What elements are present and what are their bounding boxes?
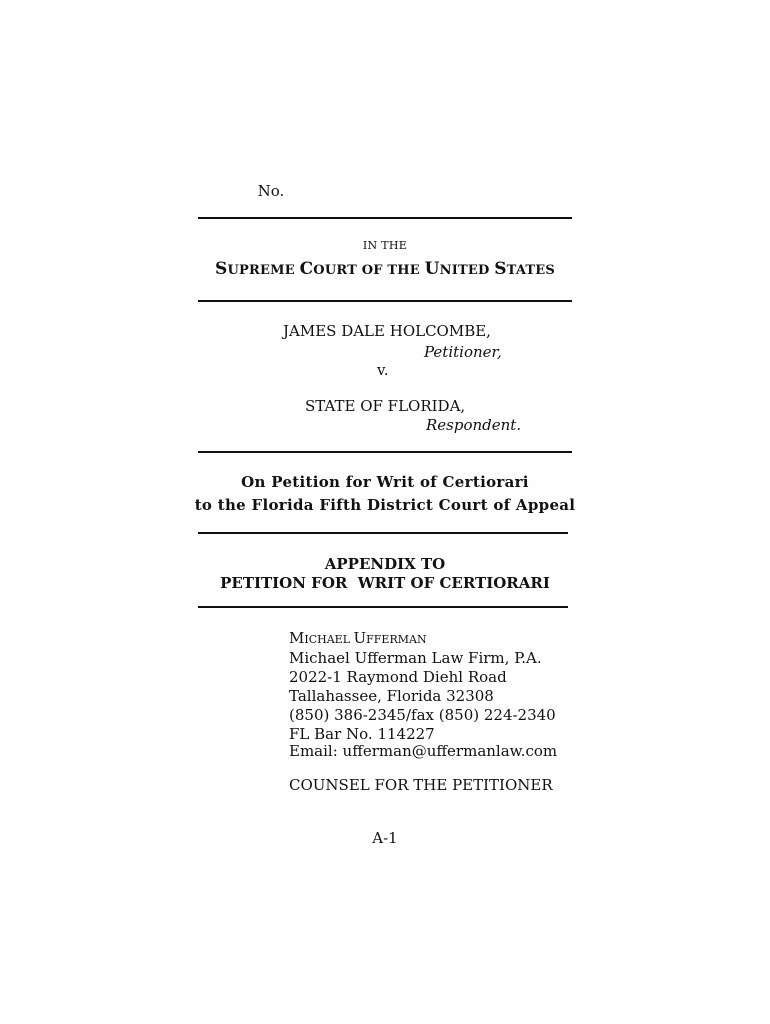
respondent-role: Respondent. (426, 416, 522, 434)
counsel-email: Email: ufferman@uffermanlaw.com (289, 742, 558, 760)
counsel-name-part: FFERMAN (366, 633, 427, 646)
respondent-name: STATE OF FLORIDA, (305, 397, 466, 415)
counsel-name-part: M (289, 629, 305, 647)
versus-label: v. (377, 361, 389, 379)
petition-line-1: On Petition for Writ of Certiorari (241, 473, 529, 491)
counsel-phone: (850) 386-2345/fax (850) 224-2340 (289, 706, 556, 724)
court-name (198, 259, 572, 281)
court-name-part: U (424, 259, 440, 279)
counsel-name-part: U (353, 629, 367, 647)
court-name-part: S (494, 259, 507, 279)
court-name-part: C (299, 259, 314, 279)
counsel-name (289, 628, 427, 650)
petition-line-2: to the Florida Fifth District Court of Appeal (194, 496, 576, 514)
divider-4 (198, 532, 568, 534)
court-prefix: IN THE (362, 239, 408, 252)
counsel-address-1: 2022-1 Raymond Diehl Road (289, 668, 507, 686)
page-number: A-1 (372, 829, 398, 847)
counsel-firm: Michael Ufferman Law Firm, P.A. (289, 649, 542, 667)
divider-3 (198, 451, 572, 453)
court-name-part: OURT OF THE (313, 263, 425, 278)
counsel-name-part: ICHAEL (304, 633, 354, 646)
counsel-role: COUNSEL FOR THE PETITIONER (289, 776, 553, 794)
counsel-address-2: Tallahassee, Florida 32308 (289, 687, 494, 705)
case-number: No. (257, 182, 285, 200)
appendix-line-1: APPENDIX TO (324, 555, 446, 573)
court-name-part: NITED (439, 263, 495, 278)
divider-2 (198, 300, 572, 302)
divider-1 (198, 217, 572, 219)
petitioner-role: Petitioner, (424, 343, 502, 361)
court-name-part: S (215, 259, 228, 279)
court-name-part: TATES (506, 263, 555, 278)
appendix-line-2: PETITION FOR WRIT OF CERTIORARI (220, 574, 550, 592)
divider-5 (198, 606, 568, 608)
petitioner-name: JAMES DALE HOLCOMBE, (283, 322, 491, 340)
counsel-bar-number: FL Bar No. 114227 (289, 725, 435, 743)
court-name-part: UPREME (227, 263, 300, 278)
